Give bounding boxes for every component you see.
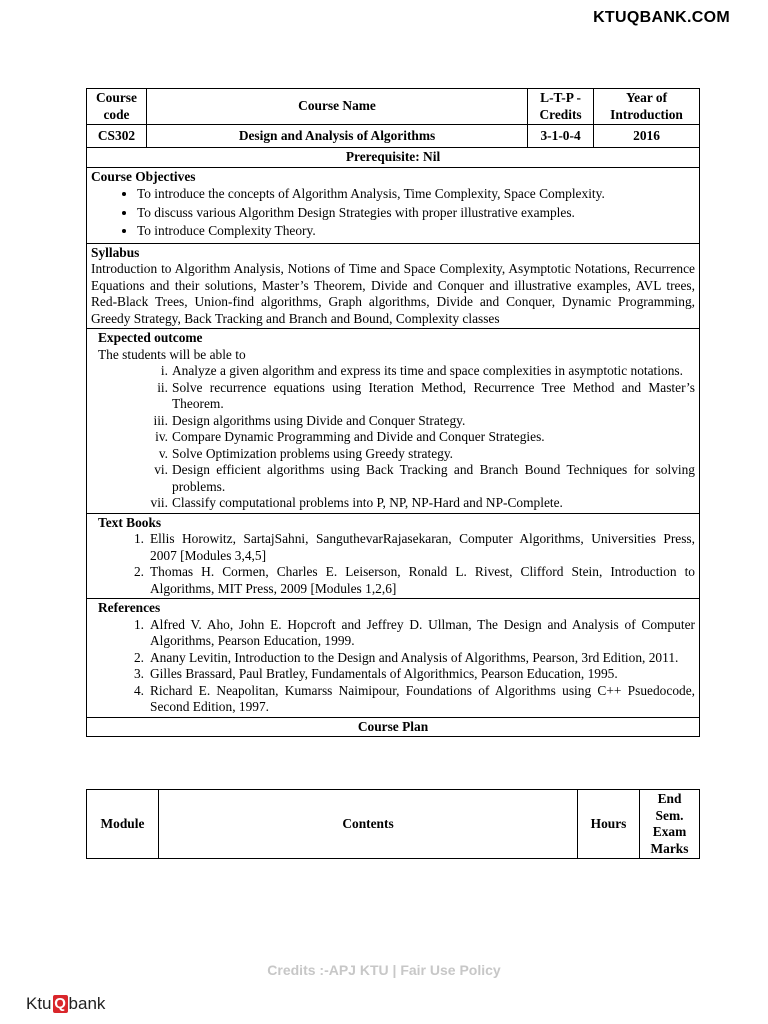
- plan-table: [86, 789, 700, 859]
- outcome-intro: The students will be able to: [98, 346, 246, 362]
- course-code-header: Course code: [87, 89, 147, 125]
- reference-num: 3.: [133, 666, 144, 681]
- course-ltp: 3-1-0-4: [528, 125, 594, 148]
- outcome-item: Analyze a given algorithm and express its time and space complexities in asymptotic notations.: [172, 363, 683, 378]
- hours-header: Hours: [578, 790, 640, 859]
- module-header: Module: [87, 790, 159, 859]
- reference-num: 2.: [133, 649, 144, 665]
- syllabus-text: Introduction to Algorithm Analysis, Notions of Time and Space Complexity, Asymptotic Notations, Recurrence Equations and their solutions, Master’s Theorem, Divide and Conquer and illustrative examples, AVL trees, Red-Black Trees, Union-find algorithms, Graph algorithms, Divide and Conquer, Dynamic Programming, Greedy Strategy, Back Tracking and Branch and Bound, Complexity classes: [91, 261, 695, 326]
- site-title[interactable]: KTUQBANK.COM: [593, 9, 730, 26]
- marks-line: Sem.: [655, 807, 684, 823]
- course-plan-title: Course Plan: [87, 717, 700, 737]
- course-row: [87, 125, 700, 148]
- outcome-item: Solve Optimization problems using Greedy strategy.: [172, 445, 454, 461]
- prerequisite: Prerequisite: Nil: [87, 148, 700, 168]
- marks-line: End: [657, 791, 682, 806]
- outcome-item: Classify computational problems into P, NP, NP-Hard and NP-Complete.: [172, 495, 563, 510]
- marks-line: Exam: [652, 824, 687, 839]
- syllabus-section: [87, 243, 700, 329]
- outcome-item: Design algorithms using Divide and Conquer Strategy.: [172, 412, 466, 428]
- reference-num: 1.: [133, 616, 144, 632]
- logo-text-b: bank: [68, 994, 106, 1013]
- marks-line: Marks: [650, 840, 689, 856]
- textbooks-section: [87, 513, 700, 599]
- year-header: Year of Introduction: [594, 89, 700, 125]
- reference-num: 4.: [133, 682, 144, 698]
- textbook-item: Ellis Horowitz, SartajSahni, SanguthevarRajasekaran, Computer Algorithms, Universities Press, 2007 [Modules 3,4,5]: [150, 531, 695, 563]
- references-title: References: [98, 600, 161, 615]
- outcome-num: vi.: [154, 462, 168, 477]
- outcome-section: [87, 329, 700, 514]
- contents-header: Contents: [158, 790, 577, 859]
- textbook-num: 2.: [133, 564, 144, 579]
- course-code: CS302: [87, 125, 147, 148]
- objective-item: • To introduce Complexity Theory.: [137, 223, 695, 240]
- textbook-num: 1.: [133, 531, 144, 546]
- reference-item: Richard E. Neapolitan, Kumarss Naimipour, Foundations of Algorithms using C++ Psuedocode, Second Edition, 1997.: [150, 682, 695, 714]
- outcome-num: vii.: [150, 495, 168, 510]
- objectives-section: [87, 167, 700, 243]
- logo-q-icon: Q: [54, 995, 66, 1012]
- outcome-item: Solve recurrence equations using Iteration Method, Recurrence Tree Method and Master’s Theorem.: [172, 379, 695, 411]
- outcome-num: i.: [160, 363, 168, 378]
- ktuqbank-logo[interactable]: [26, 994, 105, 1014]
- objectives-title: Course Objectives: [91, 168, 196, 184]
- outcome-num: ii.: [157, 379, 168, 395]
- marks-header: [640, 790, 700, 859]
- reference-item: Anany Levitin, Introduction to the Design and Analysis of Algorithms, Pearson, 3rd Edition, 2011.: [150, 649, 679, 665]
- header-row: [87, 89, 700, 125]
- outcome-item: Design efficient algorithms using Back Tracking and Branch Bound Techniques for solving problems.: [172, 462, 695, 494]
- outcome-title: Expected outcome: [98, 330, 203, 345]
- course-name: Design and Analysis of Algorithms: [146, 125, 527, 148]
- references-section: [87, 599, 700, 718]
- syllabus-title: Syllabus: [91, 244, 140, 260]
- objective-item: • To introduce the concepts of Algorithm Analysis, Time Complexity, Space Complexity.: [137, 186, 695, 203]
- textbooks-title: Text Books: [98, 514, 162, 530]
- ltp-header: L-T-P - Credits: [528, 89, 594, 125]
- logo-text-a: Ktu: [26, 994, 52, 1013]
- outcome-num: iii.: [153, 412, 168, 428]
- course-year: 2016: [594, 125, 700, 148]
- outcome-num: iv.: [155, 429, 168, 444]
- outcome-item: Compare Dynamic Programming and Divide and Conquer Strategies.: [172, 429, 545, 444]
- textbook-item: Thomas H. Cormen, Charles E. Leiserson, Ronald L. Rivest, Clifford Stein, Introduction to Algorithms, MIT Press, 2009 [Modules 1,2,6]: [150, 564, 695, 596]
- reference-item: Gilles Brassard, Paul Bratley, Fundamentals of Algorithmics, Pearson Education, 1995.: [150, 666, 618, 681]
- plan-header-row: [87, 790, 700, 859]
- outcome-num: v.: [158, 445, 168, 461]
- course-name-header: Course Name: [146, 89, 527, 125]
- reference-item: Alfred V. Aho, John E. Hopcroft and Jeffrey D. Ullman, The Design and Analysis of Computer Algorithms, Pearson Education, 1999.: [150, 616, 695, 648]
- objective-item: • To discuss various Algorithm Design Strategies with proper illustrative examples.: [137, 205, 695, 222]
- course-table: [86, 88, 700, 737]
- credits-footer: Credits :-APJ KTU | Fair Use Policy: [267, 962, 501, 978]
